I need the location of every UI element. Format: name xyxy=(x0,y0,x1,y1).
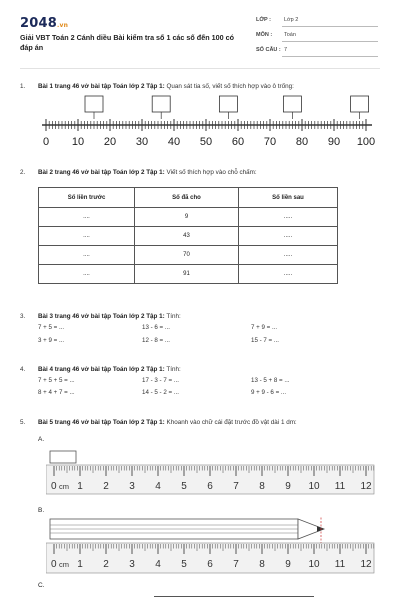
pencil-object xyxy=(50,517,324,544)
ruler-number: 7 xyxy=(233,481,239,492)
number-line-label: 30 xyxy=(135,136,149,148)
calc-item: 9 + 9 - 6 = ... xyxy=(251,389,287,396)
ruler-number: 8 xyxy=(259,481,265,492)
calc-item: 14 - 5 - 2 = ... xyxy=(142,389,179,396)
meta-class xyxy=(256,17,298,23)
number-line-label: 10 xyxy=(71,136,85,148)
question-5-text: Khoanh vào chữ cái đặt trước đồ vật dài 1 dm: xyxy=(164,419,297,426)
option-b-label[interactable]: B. xyxy=(38,507,45,514)
ruler-number: 3 xyxy=(129,481,135,492)
ruler-number: 11 xyxy=(334,481,346,492)
number-line-label: 50 xyxy=(199,136,213,148)
table-row xyxy=(39,208,338,227)
question-3-text: Tính: xyxy=(164,313,181,320)
ruler-number: 9 xyxy=(285,559,291,570)
logo-suffix: .vn xyxy=(56,22,69,29)
table-cell[interactable]: ..... xyxy=(239,208,338,227)
ruler-number: 4 xyxy=(155,481,161,492)
eraser-object xyxy=(50,451,76,463)
calc-item: 13 - 6 = ... xyxy=(142,324,171,331)
col-header-after: Số liền sau xyxy=(239,188,338,208)
table-row xyxy=(39,227,338,246)
meta-subject-value: Toán xyxy=(284,32,296,38)
meta-count xyxy=(256,47,287,53)
ruler-number: 5 xyxy=(181,559,187,570)
calc-item: 15 - 7 = ... xyxy=(251,337,280,344)
table-cell[interactable]: .... xyxy=(39,246,135,265)
col-header-before: Số liền trước xyxy=(39,188,135,208)
meta-class-label: LỚP : xyxy=(256,17,271,23)
ruler-number: 12 xyxy=(360,481,372,492)
question-2-text: Viết số thích hợp vào chỗ chấm: xyxy=(164,169,257,176)
divider xyxy=(20,68,380,69)
ruler-number: 10 xyxy=(308,481,320,492)
number-table xyxy=(38,187,338,284)
question-4-number: 4. xyxy=(20,366,26,373)
meta-class-value: Lớp 2 xyxy=(284,17,299,23)
ruler-number: 0 xyxy=(51,481,57,492)
ruler-number: 12 xyxy=(360,559,372,570)
page-title: Giải VBT Toán 2 Cánh diều Bài kiểm tra số 1 các số đến 100 có đáp án xyxy=(20,33,234,52)
option-a-label[interactable]: A. xyxy=(38,436,45,443)
question-5-title: Bài 5 trang 46 vở bài tập Toán lớp 2 Tập 1: xyxy=(38,419,165,426)
ruler-unit: cm xyxy=(59,560,69,569)
calc-item: 13 - 5 + 8 = ... xyxy=(251,377,290,384)
table-cell[interactable]: ..... xyxy=(239,246,338,265)
ruler-number: 7 xyxy=(233,559,239,570)
answer-box[interactable] xyxy=(85,96,103,112)
number-line-label: 70 xyxy=(263,136,277,148)
ruler-number: 1 xyxy=(77,559,83,570)
table-cell[interactable]: .... xyxy=(39,227,135,246)
ruler-number: 0 xyxy=(51,559,57,570)
table-cell: 91 xyxy=(135,265,239,284)
question-2-number: 2. xyxy=(20,169,26,176)
table-row xyxy=(39,246,338,265)
ruler-number: 3 xyxy=(129,559,135,570)
question-4-title: Bài 4 trang 46 vở bài tập Toán lớp 2 Tập 1: xyxy=(38,366,165,373)
meta-count-label: SỐ CÂU : xyxy=(256,47,281,53)
calc-item: 7 + 9 = ... xyxy=(251,324,278,331)
question-2 xyxy=(20,169,257,176)
number-line-label: 90 xyxy=(327,136,341,148)
number-line-label: 20 xyxy=(103,136,117,148)
ruler-number: 6 xyxy=(207,559,213,570)
question-5-number: 5. xyxy=(20,419,26,426)
number-line-label: 40 xyxy=(167,136,181,148)
question-4-text: Tính: xyxy=(164,366,181,373)
ruler-number: 10 xyxy=(308,559,320,570)
ruler-a xyxy=(46,448,376,496)
meta-subject-label: MÔN : xyxy=(256,32,273,38)
calc-item: 12 - 8 = ... xyxy=(142,337,171,344)
option-c-label[interactable]: C. xyxy=(38,582,45,589)
col-header-given: Số đã cho xyxy=(135,188,239,208)
question-1-number: 1. xyxy=(20,83,26,90)
number-line-label: 60 xyxy=(231,136,245,148)
answer-box[interactable] xyxy=(283,96,301,112)
question-2-title: Bài 2 trang 46 vở bài tập Toán lớp 2 Tập 1: xyxy=(38,169,165,176)
question-1-title: Bài 1 trang 46 vở bài tập Toán lớp 2 Tập 1: xyxy=(38,83,165,90)
table-row xyxy=(39,265,338,284)
number-line-label: 0 xyxy=(42,136,50,148)
logo-main: 2048 xyxy=(20,16,57,31)
calc-item: 7 + 5 = ... xyxy=(38,324,65,331)
ruler-number: 6 xyxy=(207,481,213,492)
table-cell[interactable]: .... xyxy=(39,265,135,284)
table-cell: 70 xyxy=(135,246,239,265)
option-c-object xyxy=(154,596,314,597)
answer-box[interactable] xyxy=(152,96,170,112)
question-3-number: 3. xyxy=(20,313,26,320)
ruler-number: 9 xyxy=(285,481,291,492)
table-cell[interactable]: ..... xyxy=(239,265,338,284)
site-logo[interactable] xyxy=(20,16,68,31)
ruler-number: 1 xyxy=(77,481,83,492)
number-line-label: 80 xyxy=(295,136,309,148)
table-header-row xyxy=(39,188,338,208)
calc-item: 17 - 3 - 7 = ... xyxy=(142,377,179,384)
ruler-number: 5 xyxy=(181,481,187,492)
table-cell[interactable]: .... xyxy=(39,208,135,227)
table-cell: 43 xyxy=(135,227,239,246)
meta-count-value: 7 xyxy=(284,47,288,53)
ruler-b xyxy=(46,517,376,575)
calc-item: 8 + 4 + 7 = ... xyxy=(38,389,75,396)
ruler-number: 2 xyxy=(103,481,109,492)
question-4 xyxy=(20,366,181,373)
number-line-label: 100 xyxy=(356,136,376,148)
ruler-unit: cm xyxy=(59,482,69,491)
number-line xyxy=(38,94,378,150)
question-1-text: Quan sát tia số, viết số thích hợp vào ô trống: xyxy=(164,83,294,90)
ruler-number: 11 xyxy=(334,559,346,570)
answer-box[interactable] xyxy=(219,96,237,112)
answer-box[interactable] xyxy=(351,96,369,112)
question-3 xyxy=(20,313,181,320)
ruler-number: 2 xyxy=(103,559,109,570)
meta-subject xyxy=(256,32,296,38)
calc-item: 7 + 5 + 5 = ... xyxy=(38,377,75,384)
question-5 xyxy=(20,419,297,426)
ruler-number: 4 xyxy=(155,559,161,570)
table-cell: 9 xyxy=(135,208,239,227)
question-1 xyxy=(20,83,294,90)
calc-item: 3 + 9 = ... xyxy=(38,337,65,344)
table-cell[interactable]: ..... xyxy=(239,227,338,246)
ruler-number: 8 xyxy=(259,559,265,570)
question-3-title: Bài 3 trang 46 vở bài tập Toán lớp 2 Tập 1: xyxy=(38,313,165,320)
